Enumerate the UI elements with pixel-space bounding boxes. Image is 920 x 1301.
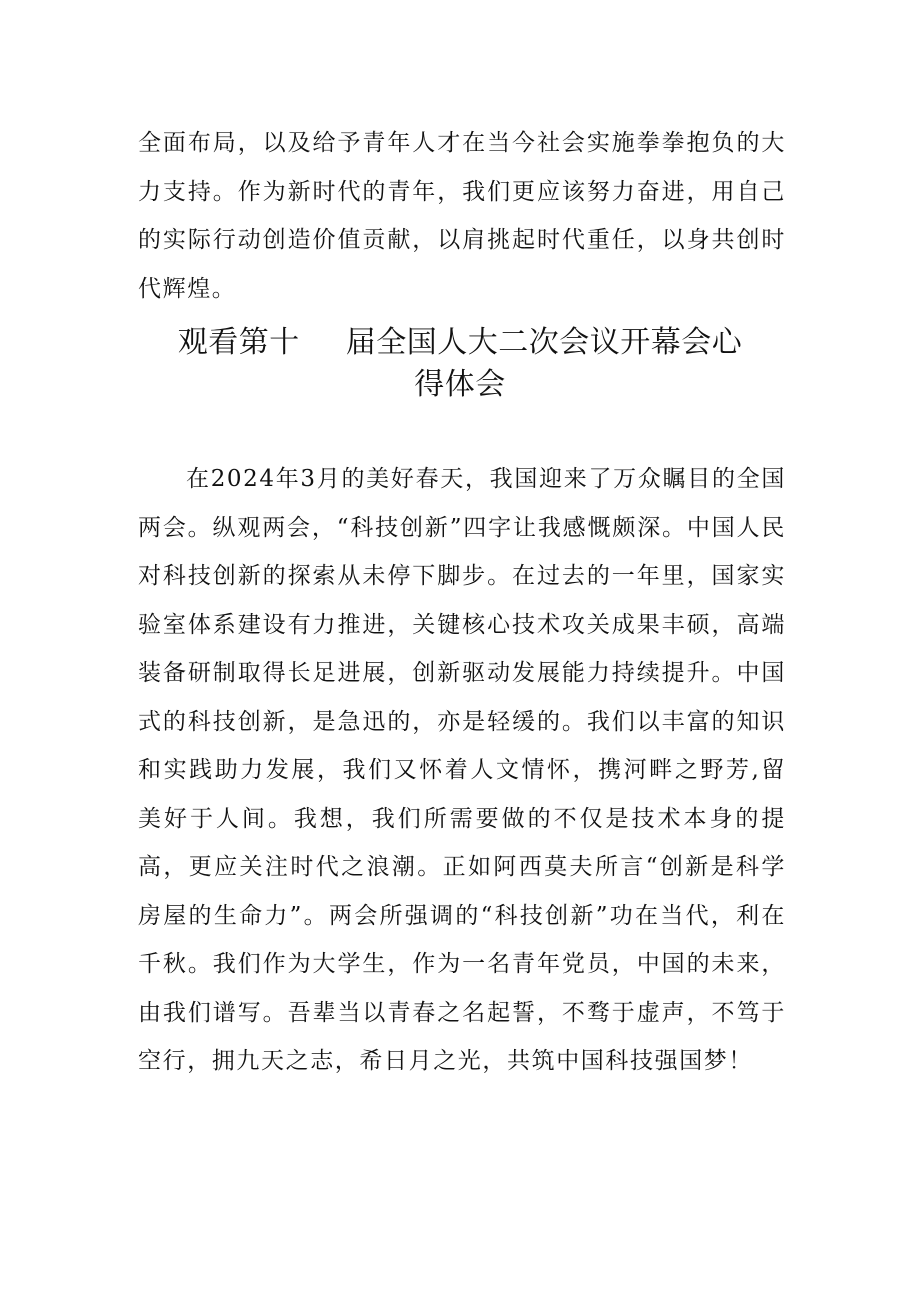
intro-paragraph: 全面布局，以及给予青年人才在当今社会实施拳拳抱负的大力支持。作为新时代的青年，我们更应该努力奋进，用自己的实际行动创造价值贡献，以肩挑起时代重任，以身共创时代辉煌。 (138, 130, 786, 302)
article-title (110, 322, 810, 406)
body-paragraph: 在2024年3月的美好春天，我国迎来了万众瞩目的全国两会。纵观两会，“科技创新”四字让我感慨颇深。中国人民对科技创新的探索从未停下脚步。在过去的一年里，国家实验室体系建设有力推进，关键核心技术攻关成果丰硕，高端装备研制取得长足进展，创新驱动发展能力持续提升。中国式的科技创新，是急迅的，亦是轻缓的。我们以丰富的知识和实践助力发展，我们又怀着人文情怀，携河畔之野芳,留美好于人间。我想，我们所需要做的不仅是技术本身的提高，更应关注时代之浪潮。正如阿西莫夫所言“创新是科学房屋的生命力”。两会所强调的“科技创新”功在当代，利在千秋。我们作为大学生，作为一名青年党员，中国的未来，由我们谱写。吾辈当以青春之名起誓，不骛于虚声，不笃于空行，拥九天之志，希日月之光，共筑中国科技强国梦！ (138, 466, 786, 1074)
title-line-2: 得体会 (414, 367, 506, 402)
title-part-2: 届全国人大二次会议开幕会心 (345, 325, 743, 360)
title-line-1 (110, 322, 810, 364)
title-part-1: 观看第十 (177, 325, 300, 360)
